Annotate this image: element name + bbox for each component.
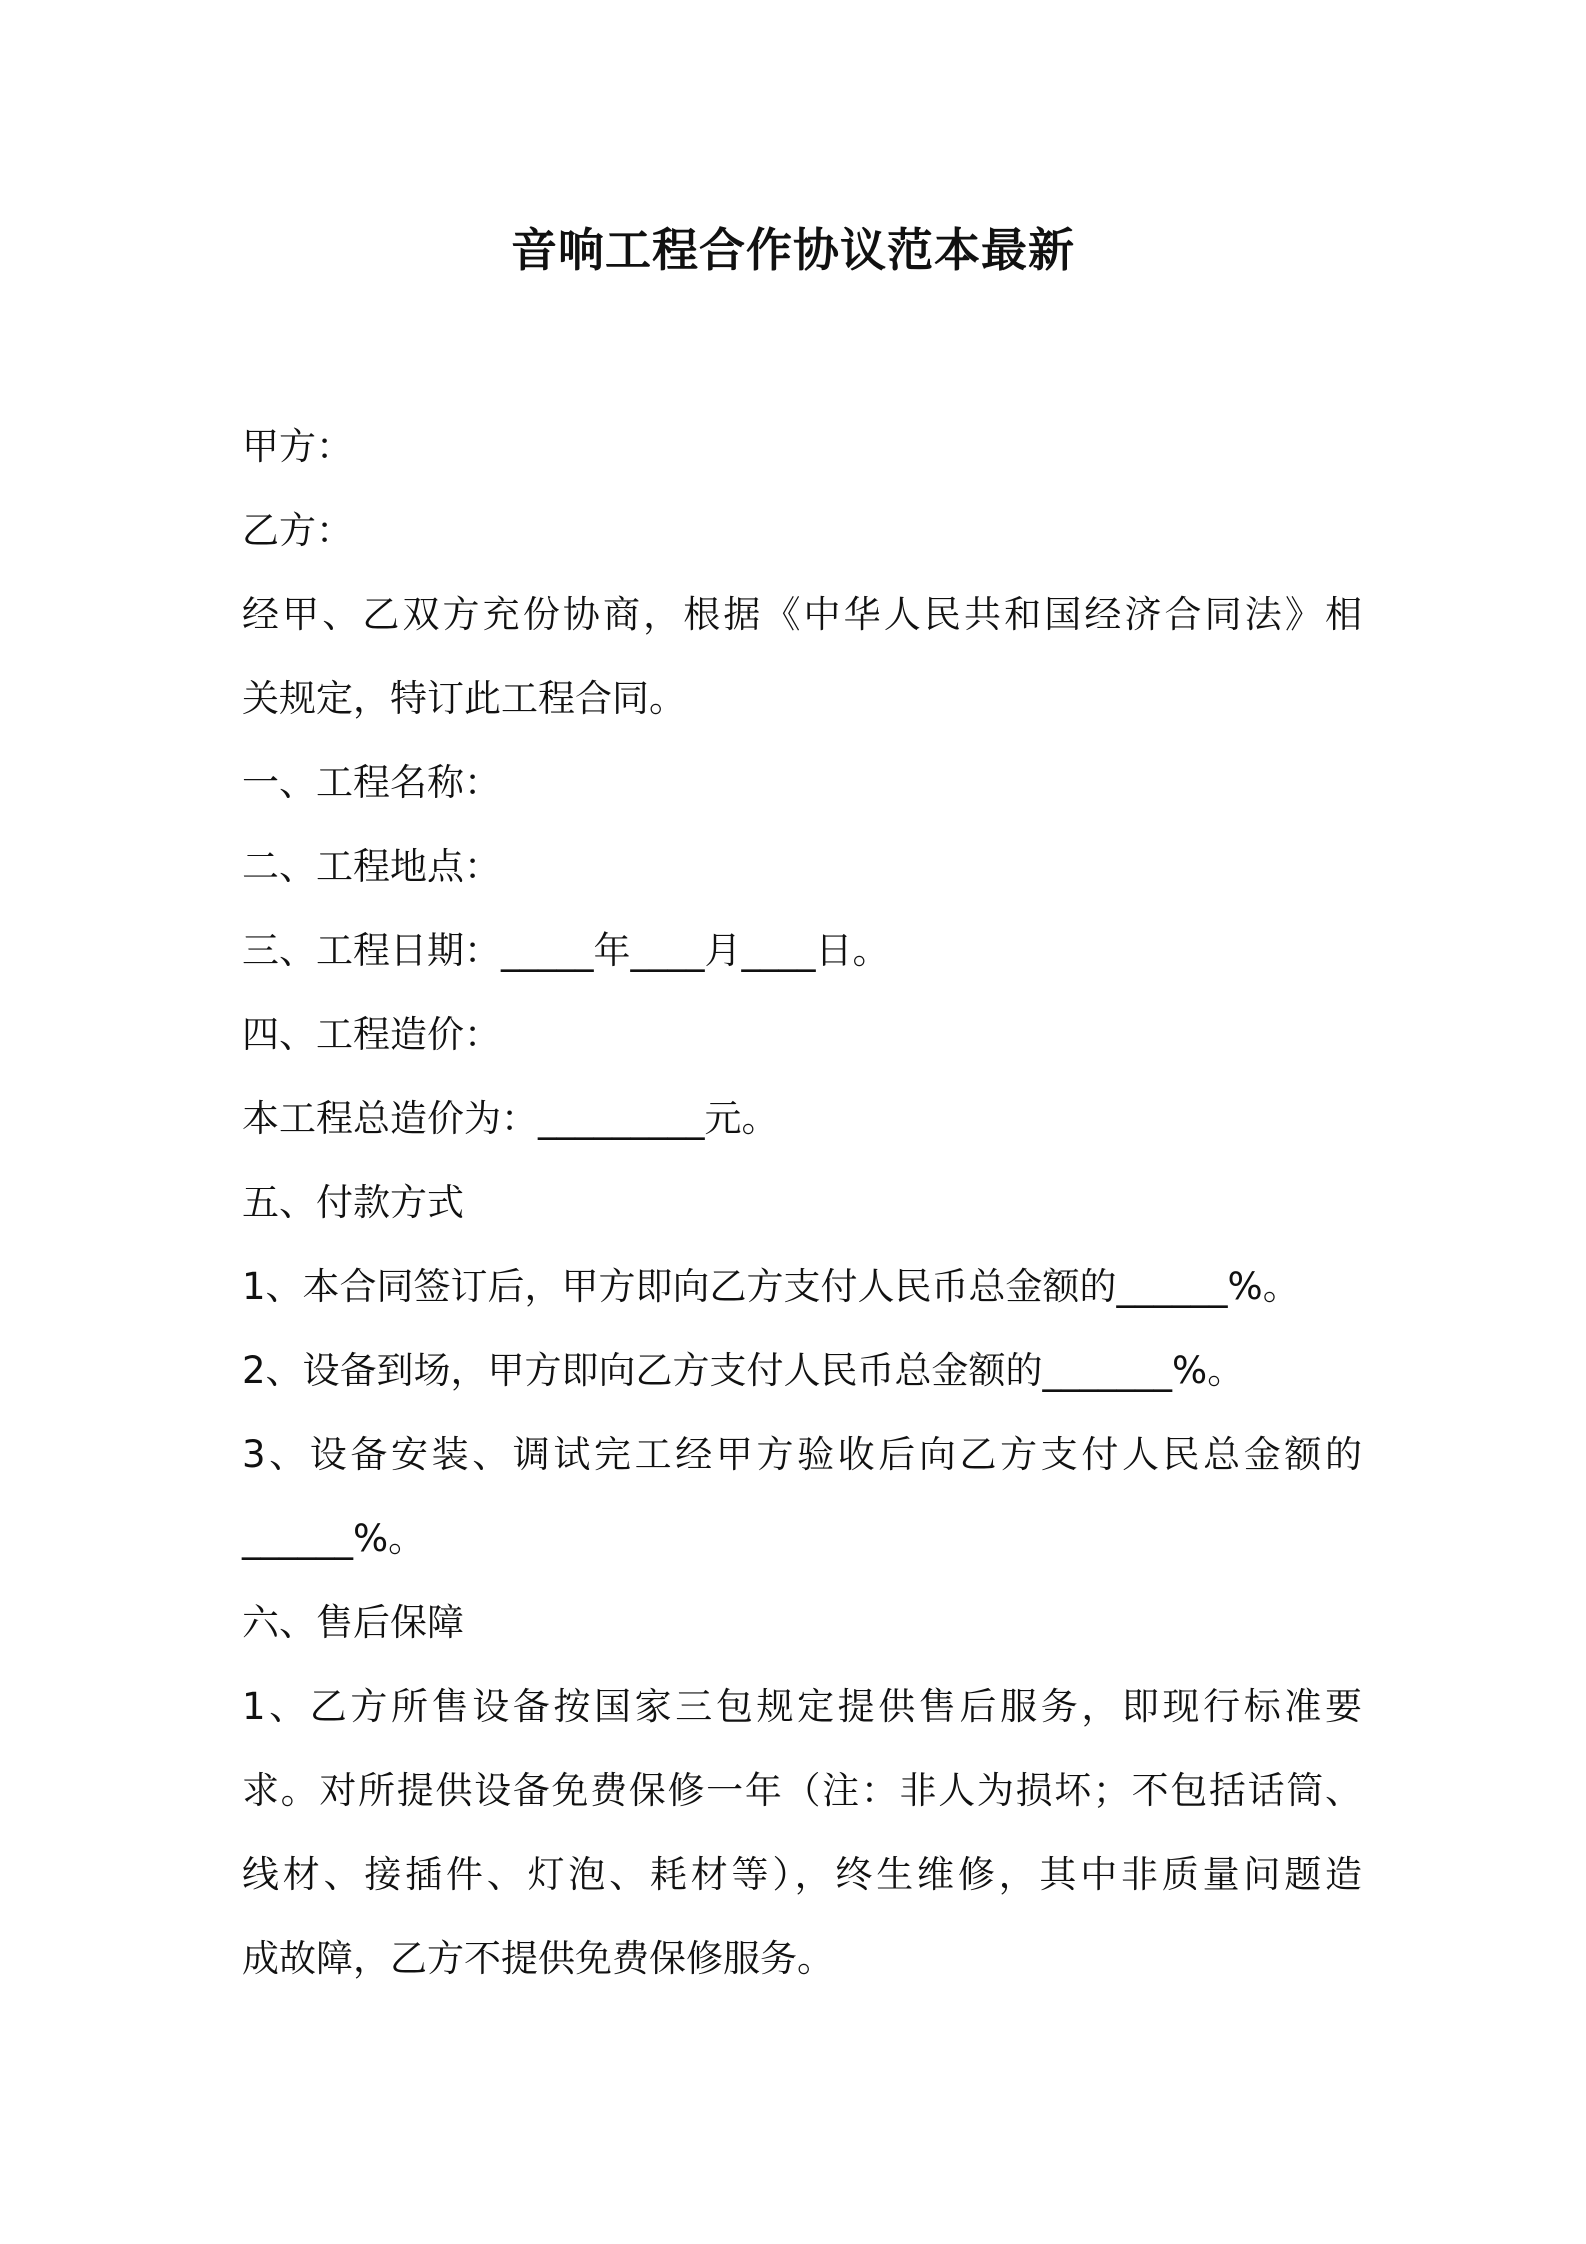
party-b-line: 乙方：	[242, 509, 353, 552]
party-a-line: 甲方：	[242, 425, 353, 468]
preamble-line-2: 关规定，特订此工程合同。	[242, 677, 686, 720]
payment-item-3-line-1: 3、设备安装、调试完工经甲方验收后向乙方支付人民总金额的	[242, 1433, 1362, 1476]
payment-heading: 五、付款方式	[242, 1181, 464, 1224]
total-cost-line: 本工程总造价为：_________元。	[242, 1097, 779, 1140]
after-sales-line-1: 1、乙方所售设备按国家三包规定提供售后服务，即现行标准要	[242, 1685, 1362, 1728]
project-name-line: 一、工程名称：	[242, 761, 501, 804]
payment-item-3-line-2: ______%。	[242, 1517, 426, 1560]
project-date-line: 三、工程日期：_____年____月____日。	[242, 929, 890, 972]
after-sales-line-3: 线材、接插件、灯泡、耗材等），终生维修，其中非质量问题造	[242, 1853, 1362, 1896]
payment-item-2: 2、设备到场，甲方即向乙方支付人民币总金额的_______%。	[242, 1349, 1245, 1392]
project-cost-heading: 四、工程造价：	[242, 1013, 501, 1056]
document-title: 音响工程合作协议范本最新	[511, 223, 1075, 277]
after-sales-line-2: 求。对所提供设备免费保修一年（注：非人为损坏；不包括话筒、	[242, 1769, 1362, 1812]
after-sales-heading: 六、售后保障	[242, 1601, 464, 1644]
payment-item-1: 1、本合同签订后，甲方即向乙方支付人民币总金额的______%。	[242, 1265, 1300, 1308]
document-body	[242, 405, 1362, 2001]
project-location-line: 二、工程地点：	[242, 845, 501, 888]
preamble-line-1: 经甲、乙双方充份协商，根据《中华人民共和国经济合同法》相	[242, 593, 1362, 636]
after-sales-line-4: 成故障，乙方不提供免费保修服务。	[242, 1937, 834, 1980]
